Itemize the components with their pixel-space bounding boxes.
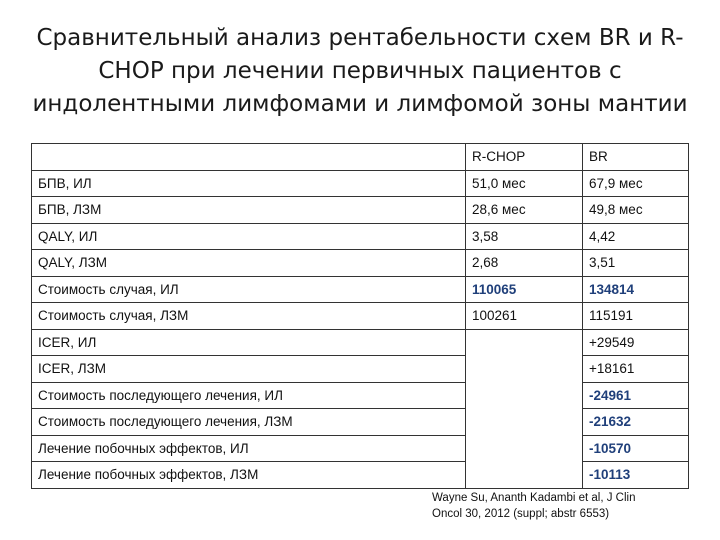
row-label: ICER, ИЛ <box>32 329 466 356</box>
table-row <box>32 462 689 489</box>
br-value: -24961 <box>583 382 689 409</box>
rchop-value: 110065 <box>466 276 583 303</box>
rchop-value: 28,6 мес <box>466 197 583 224</box>
citation-line-2: Oncol 30, 2012 (suppl; abstr 6553) <box>432 508 610 520</box>
br-value: +18161 <box>583 356 689 383</box>
row-label: Лечение побочных эффектов, ЛЗМ <box>32 462 466 489</box>
row-label: БПВ, ЛЗМ <box>32 197 466 224</box>
br-value: -21632 <box>583 409 689 436</box>
rchop-value <box>466 329 583 488</box>
br-value: 67,9 мес <box>583 170 689 197</box>
table-row <box>32 170 689 197</box>
rchop-value: 100261 <box>466 303 583 330</box>
row-label: QALY, ИЛ <box>32 223 466 250</box>
rchop-value: 3,58 <box>466 223 583 250</box>
row-label: Стоимость случая, ЛЗМ <box>32 303 466 330</box>
br-value: -10113 <box>583 462 689 489</box>
slide-title <box>30 22 690 121</box>
table-row <box>32 329 689 356</box>
br-value: 3,51 <box>583 250 689 277</box>
row-label: БПВ, ИЛ <box>32 170 466 197</box>
table-row <box>32 356 689 383</box>
row-label: ICER, ЛЗМ <box>32 356 466 383</box>
row-label: Стоимость последующего лечения, ЛЗМ <box>32 409 466 436</box>
citation <box>432 490 702 522</box>
br-value: +29549 <box>583 329 689 356</box>
br-value: -10570 <box>583 435 689 462</box>
header-br: BR <box>583 144 689 171</box>
rchop-value: 2,68 <box>466 250 583 277</box>
table-row <box>32 250 689 277</box>
header-rchop: R-CHOP <box>466 144 583 171</box>
br-value: 49,8 мес <box>583 197 689 224</box>
table-row <box>32 409 689 436</box>
table-header-row <box>32 144 689 171</box>
row-label: Лечение побочных эффектов, ИЛ <box>32 435 466 462</box>
table-row <box>32 197 689 224</box>
table-row <box>32 276 689 303</box>
br-value: 115191 <box>583 303 689 330</box>
title-line-3: индолентными лимфомами и лимфомой зоны мантии <box>32 91 688 117</box>
table-row <box>32 382 689 409</box>
citation-line-1: Wayne Su, Ananth Kadambi et al, J Clin <box>432 492 636 504</box>
title-line-1: Сравнительный анализ рентабельности схем BR и R- <box>36 25 684 51</box>
br-value: 4,42 <box>583 223 689 250</box>
comparison-table <box>31 143 689 489</box>
table-row <box>32 223 689 250</box>
rchop-value: 51,0 мес <box>466 170 583 197</box>
row-label: QALY, ЛЗМ <box>32 250 466 277</box>
header-label-cell <box>32 144 466 171</box>
row-label: Стоимость последующего лечения, ИЛ <box>32 382 466 409</box>
table-row <box>32 435 689 462</box>
title-line-2: CHOP при лечении первичных пациентов с <box>98 58 622 84</box>
row-label: Стоимость случая, ИЛ <box>32 276 466 303</box>
br-value: 134814 <box>583 276 689 303</box>
table-row <box>32 303 689 330</box>
